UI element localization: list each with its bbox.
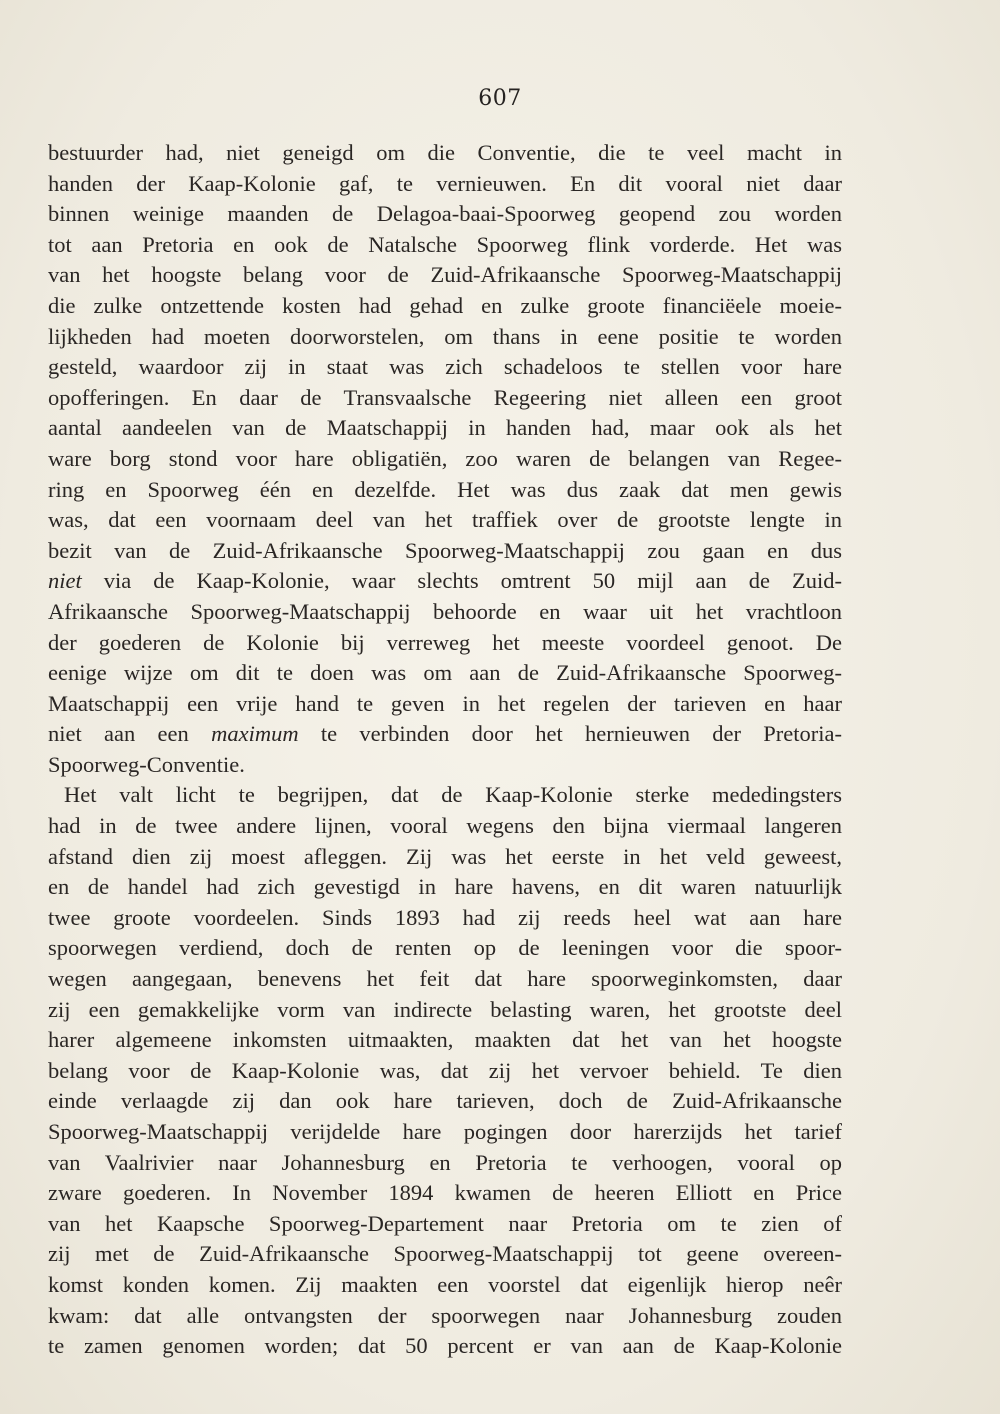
- italic-text: niet: [48, 568, 82, 594]
- text-line: Spoorweg-Maatschappij verijdelde hare pogingen door harerzijds het tarief: [48, 1119, 842, 1144]
- text-line: eenige wijze om dit te doen was om aan de Zuid-Afrikaansche Spoorweg-: [48, 660, 842, 686]
- text-line: had in de twee andere lijnen, vooral wegens den bijna viermaal langeren: [48, 813, 842, 839]
- text-line: die zulke ontzettende kosten had gehad en zulke groote financiëele moeie-: [48, 292, 842, 318]
- text-line: Afrikaansche Spoorweg-Maatschappij behoorde en waar uit het vrachtloon: [48, 598, 842, 624]
- text-line: binnen weinige maanden de Delagoa-baai-Spoorweg geopend zou worden: [48, 201, 842, 227]
- text-line: tot aan Pretoria en ook de Natalsche Spoorweg flink vorderde. Het was: [48, 231, 842, 257]
- text-run: te verbinden door het hernieuwen der Pretoria-: [298, 721, 843, 747]
- text-line: ware borg stond voor hare obligatiën, zoo waren de belangen van Regee-: [48, 445, 842, 471]
- text-line: Het valt licht te begrijpen, dat de Kaap-Kolonie sterke mededingsters: [64, 782, 842, 808]
- text-line: der goederen de Kolonie bij verreweg het meeste voordeel genoot. De: [48, 629, 842, 655]
- text-line: afstand dien zij moest afleggen. Zij was het eerste in het veld geweest,: [48, 843, 842, 869]
- text-line: Spoorweg-Conventie.: [48, 751, 245, 777]
- text-line: ring en Spoorweg één en dezelfde. Het was dus zaak dat men gewis: [48, 476, 842, 502]
- text-line: zij een gemakkelijke vorm van indirecte belasting waren, het grootste deel: [48, 996, 842, 1022]
- text-line: komst konden komen. Zij maakten een voorstel dat eigenlijk hierop neêr: [48, 1271, 842, 1297]
- text-line: einde verlaagde zij dan ook hare tarieven, doch de Zuid-Afrikaansche: [48, 1088, 842, 1114]
- text-line: handen der Kaap-Kolonie gaf, te vernieuwen. En dit vooral niet daar: [48, 170, 842, 196]
- text-line: spoorwegen verdiend, doch de renten op de leeningen voor die spoor-: [48, 935, 842, 961]
- text-line: van het hoogste belang voor de Zuid-Afrikaansche Spoorweg-Maatschappij: [48, 262, 842, 288]
- text-line: en de handel had zich gevestigd in hare havens, en dit waren natuurlijk: [48, 874, 842, 900]
- text-line: aantal aandeelen van de Maatschappij in handen had, maar ook als het: [48, 415, 842, 441]
- text-line: zij met de Zuid-Afrikaansche Spoorweg-Maatschappij tot geene overeen-: [48, 1241, 842, 1267]
- text-run: via de Kaap-Kolonie, waar slechts omtrent 50 mijl aan de Zuid-: [81, 568, 842, 594]
- text-line: lijkheden had moeten doorworstelen, om thans in eene positie te worden: [48, 323, 842, 349]
- text-line: zware goederen. In November 1894 kwamen de heeren Elliott en Price: [48, 1180, 842, 1206]
- text-line: belang voor de Kaap-Kolonie was, dat zij het vervoer behield. Te dien: [48, 1057, 842, 1083]
- text-line: harer algemeene inkomsten uitmaakten, maakten dat het van het hoogste: [48, 1027, 842, 1053]
- text-run: niet aan een: [48, 721, 212, 747]
- page-number: 607: [478, 86, 522, 111]
- body-text: [48, 138, 842, 1362]
- text-line: van Vaalrivier naar Johannesburg en Pretoria te verhoogen, vooral op: [48, 1149, 842, 1175]
- text-line: gesteld, waardoor zij in staat was zich schadeloos te stellen voor hare: [48, 354, 842, 380]
- text-line: wegen aangegaan, benevens het feit dat hare spoorweginkomsten, daar: [48, 966, 842, 992]
- text-line: [48, 566, 842, 597]
- text-line: bezit van de Zuid-Afrikaansche Spoorweg-Maatschappij zou gaan en dus: [48, 537, 842, 563]
- text-line: kwam: dat alle ontvangsten der spoorwegen naar Johannesburg zouden: [48, 1302, 842, 1328]
- text-line: twee groote voordeelen. Sinds 1893 had zij reeds heel wat aan hare: [48, 904, 842, 930]
- italic-text: maximum: [211, 721, 299, 747]
- text-line: opofferingen. En daar de Transvaalsche Regeering niet alleen een groot: [48, 384, 842, 410]
- text-line: bestuurder had, niet geneigd om die Conventie, die te veel macht in: [48, 140, 842, 165]
- text-line: was, dat een voornaam deel van het traffiek over de grootste lengte in: [48, 507, 842, 533]
- text-line: [48, 719, 842, 750]
- text-line: van het Kaapsche Spoorweg-Departement naar Pretoria om te zien of: [48, 1210, 842, 1236]
- text-line: te zamen genomen worden; dat 50 percent er van aan de Kaap-Kolonie: [48, 1333, 842, 1359]
- text-line: Maatschappij een vrije hand te geven in het regelen der tarieven en haar: [48, 690, 842, 716]
